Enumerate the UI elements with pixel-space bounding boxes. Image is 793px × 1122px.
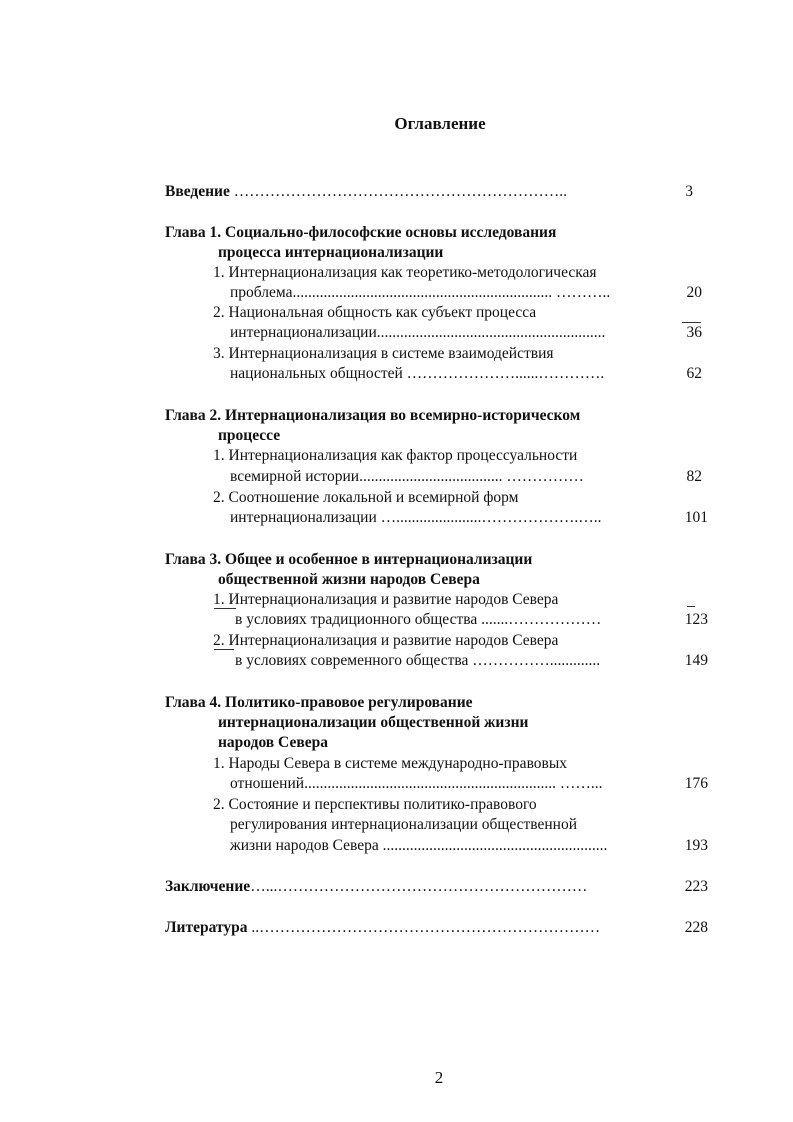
page-title: Оглавление bbox=[394, 114, 486, 133]
toc-page-number: 123 bbox=[684, 611, 708, 628]
section-title-cont: отношений................................................................. ……... bbox=[230, 775, 603, 792]
section-title: 1. Интернационализация как фактор процессуальности bbox=[213, 447, 578, 464]
toc-leader-dots: …...…………………………………………………… bbox=[250, 878, 588, 895]
toc-page-number: 82 bbox=[686, 468, 702, 485]
page-number: 2 bbox=[434, 1068, 444, 1087]
section-title-cont: интернационализации …......................……………….….. bbox=[230, 509, 602, 526]
section-title: 1. Народы Севера в системе международно-правовых bbox=[213, 755, 568, 772]
section-title: 1. Интернационализация как теоретико-методологическая bbox=[213, 264, 597, 281]
section-title-cont: в условиях традиционного общества .......……………… bbox=[235, 611, 602, 628]
chapter-heading: Глава 3. Общее и особенное в интернационализации bbox=[165, 551, 533, 568]
section-title: 2. Состояние и перспективы политико-правового bbox=[213, 796, 537, 813]
section-title: 2. Соотношение локальной и всемирной форм bbox=[213, 489, 519, 506]
section-title-cont: национальных общностей …………………......…………. bbox=[230, 365, 605, 382]
chapter-heading-cont: общественной жизни народов Севера bbox=[218, 571, 480, 588]
toc-page-number: 223 bbox=[684, 878, 708, 895]
chapter-heading-cont: интернационализации общественной жизни bbox=[218, 714, 529, 731]
toc-page-number: 62 bbox=[686, 365, 702, 382]
section-title-cont: в условиях современного общества ……………............. bbox=[235, 652, 601, 669]
section-title-cont: проблема................................................................... ……….. bbox=[230, 284, 611, 301]
toc-entry-label: Введение bbox=[165, 183, 230, 200]
section-title-cont: регулирования интернационализации общественной bbox=[230, 816, 578, 833]
toc-entry-label: Литература bbox=[165, 919, 248, 936]
pen-mark bbox=[214, 649, 234, 650]
chapter-heading: Глава 2. Интернационализация во всемирно-историческом bbox=[165, 407, 581, 424]
toc-page-number: 193 bbox=[684, 837, 708, 854]
section-title: 1. Интернационализация и развитие народов Севера bbox=[213, 591, 559, 608]
toc-page-number: 36 bbox=[686, 324, 702, 341]
toc-entry-conclusion bbox=[165, 877, 587, 897]
toc-page-number: 3 bbox=[685, 183, 693, 200]
chapter-heading: Глава 4. Политико-правовое регулирование bbox=[165, 694, 473, 711]
section-title-cont: жизни народов Севера .......................................................... bbox=[230, 837, 608, 854]
toc-page-number: 228 bbox=[684, 919, 708, 936]
section-title: 3. Интернационализация в системе взаимодействия bbox=[213, 345, 554, 362]
section-title-cont: всемирной истории..................................... …………… bbox=[230, 468, 584, 485]
toc-entry-label: Заключение bbox=[165, 878, 251, 895]
toc-entry-literature bbox=[165, 918, 600, 938]
section-title-cont: интернационализации........................................................... bbox=[230, 324, 606, 341]
chapter-heading-cont: процессе bbox=[218, 427, 281, 444]
section-title: 2. Интернационализация и развитие народов Севера bbox=[213, 632, 559, 649]
toc-page-number: 101 bbox=[684, 509, 708, 526]
toc-page-number: 149 bbox=[684, 652, 708, 669]
pen-mark bbox=[214, 608, 236, 609]
chapter-heading-cont: народов Севера bbox=[218, 734, 328, 751]
chapter-heading-cont: процесса интернационализации bbox=[218, 244, 444, 261]
pen-mark bbox=[687, 606, 695, 607]
toc-leader-dots: ..………………………………………………………… bbox=[247, 919, 601, 936]
toc-entry-intro bbox=[165, 182, 567, 202]
toc-page-number: 20 bbox=[686, 284, 702, 301]
section-title: 2. Национальная общность как субъект процесса bbox=[213, 304, 537, 321]
toc-leader-dots: ……………………………………………………….. bbox=[229, 183, 567, 200]
toc-page-number: 176 bbox=[684, 775, 708, 792]
chapter-heading: Глава 1. Социально-философские основы исследования bbox=[165, 224, 557, 241]
